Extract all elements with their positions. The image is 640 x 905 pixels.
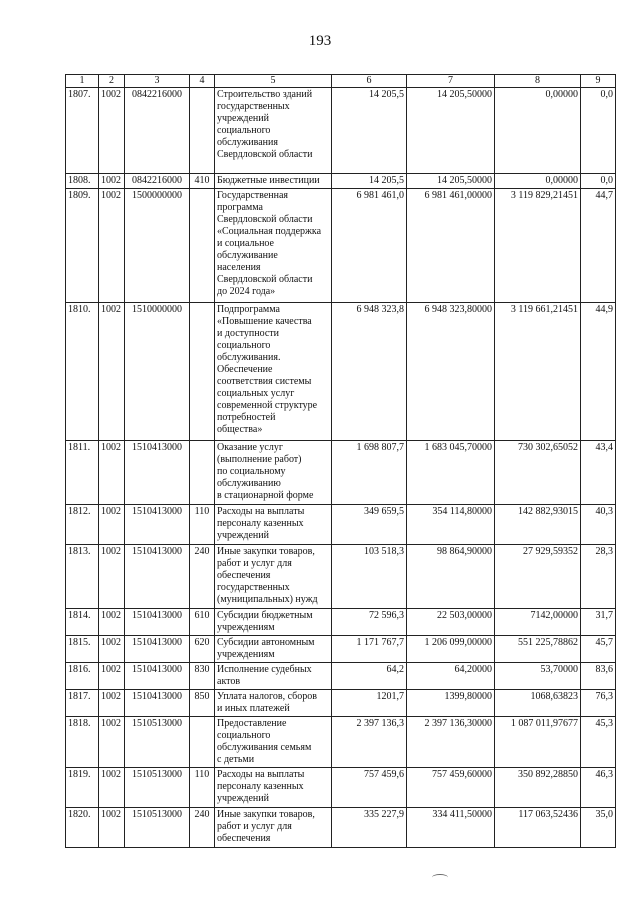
- value-col-9: 28,3: [581, 545, 616, 609]
- value-col-9: 45,3: [581, 717, 616, 768]
- section-code: 1002: [99, 189, 125, 303]
- value-col-7: 14 205,50000: [407, 174, 495, 189]
- item-name: Расходы на выплаты персоналу казенных учреждений: [215, 768, 332, 808]
- row-number: 1811.: [66, 441, 99, 505]
- col-header-9: 9: [581, 75, 616, 88]
- value-col-6: 72 596,3: [332, 609, 407, 636]
- value-col-6: 1201,7: [332, 690, 407, 717]
- value-col-6: 2 397 136,3: [332, 717, 407, 768]
- expense-type: 110: [190, 505, 215, 545]
- value-col-6: 14 205,5: [332, 88, 407, 174]
- value-col-7: 64,20000: [407, 663, 495, 690]
- value-col-9: 46,3: [581, 768, 616, 808]
- target-code: 0842216000: [125, 174, 190, 189]
- value-col-6: 14 205,5: [332, 174, 407, 189]
- section-code: 1002: [99, 717, 125, 768]
- value-col-6: 1 171 767,7: [332, 636, 407, 663]
- expense-type: [190, 88, 215, 174]
- row-number: 1814.: [66, 609, 99, 636]
- section-code: 1002: [99, 174, 125, 189]
- value-col-6: 6 948 323,8: [332, 303, 407, 441]
- section-code: 1002: [99, 636, 125, 663]
- value-col-8: 27 929,59352: [495, 545, 581, 609]
- table-row: [66, 189, 616, 303]
- value-col-6: 349 659,5: [332, 505, 407, 545]
- col-header-3: 3: [125, 75, 190, 88]
- target-code: 1510000000: [125, 303, 190, 441]
- target-code: 1510413000: [125, 609, 190, 636]
- table-row: [66, 663, 616, 690]
- value-col-7: 2 397 136,30000: [407, 717, 495, 768]
- col-header-2: 2: [99, 75, 125, 88]
- value-col-8: 551 225,78862: [495, 636, 581, 663]
- value-col-7: 757 459,60000: [407, 768, 495, 808]
- expense-type: 240: [190, 808, 215, 848]
- value-col-8: 3 119 829,21451: [495, 189, 581, 303]
- value-col-9: 40,3: [581, 505, 616, 545]
- table-row: [66, 690, 616, 717]
- row-number: 1808.: [66, 174, 99, 189]
- row-number: 1819.: [66, 768, 99, 808]
- expense-type: 410: [190, 174, 215, 189]
- item-name: Исполнение судебных актов: [215, 663, 332, 690]
- value-col-7: 1399,80000: [407, 690, 495, 717]
- value-col-6: 757 459,6: [332, 768, 407, 808]
- value-col-7: 6 948 323,80000: [407, 303, 495, 441]
- value-col-8: 117 063,52436: [495, 808, 581, 848]
- budget-table: [65, 74, 616, 848]
- item-name: Подпрограмма «Повышение качества и доступности социального обслуживания. Обеспечение соответствия системы социальных услуг современной структуре потребностей общества»: [215, 303, 332, 441]
- value-col-8: 730 302,65052: [495, 441, 581, 505]
- section-code: 1002: [99, 768, 125, 808]
- expense-type: [190, 303, 215, 441]
- target-code: 1500000000: [125, 189, 190, 303]
- value-col-9: 31,7: [581, 609, 616, 636]
- value-col-9: 76,3: [581, 690, 616, 717]
- value-col-6: 103 518,3: [332, 545, 407, 609]
- item-name: Предоставление социального обслуживания семьям с детьми: [215, 717, 332, 768]
- footer-mark: [432, 874, 448, 881]
- value-col-9: 43,4: [581, 441, 616, 505]
- col-header-7: 7: [407, 75, 495, 88]
- page-number: 193: [308, 33, 332, 49]
- section-code: 1002: [99, 303, 125, 441]
- target-code: 1510413000: [125, 636, 190, 663]
- item-name: Иные закупки товаров, работ и услуг для обеспечения государственных (муниципальных) нужд: [215, 545, 332, 609]
- value-col-7: 1 206 099,00000: [407, 636, 495, 663]
- item-name: Уплата налогов, сборов и иных платежей: [215, 690, 332, 717]
- table-row: [66, 545, 616, 609]
- table-row: [66, 88, 616, 174]
- table-row: [66, 505, 616, 545]
- value-col-7: 6 981 461,00000: [407, 189, 495, 303]
- value-col-7: 354 114,80000: [407, 505, 495, 545]
- expense-type: 610: [190, 609, 215, 636]
- item-name: Расходы на выплаты персоналу казенных учреждений: [215, 505, 332, 545]
- item-name: Иные закупки товаров, работ и услуг для обеспечения: [215, 808, 332, 848]
- value-col-9: 35,0: [581, 808, 616, 848]
- section-code: 1002: [99, 545, 125, 609]
- target-code: 1510413000: [125, 663, 190, 690]
- table-row: [66, 441, 616, 505]
- value-col-7: 334 411,50000: [407, 808, 495, 848]
- value-col-9: 83,6: [581, 663, 616, 690]
- expense-type: 240: [190, 545, 215, 609]
- row-number: 1812.: [66, 505, 99, 545]
- col-header-8: 8: [495, 75, 581, 88]
- section-code: 1002: [99, 609, 125, 636]
- value-col-9: 44,9: [581, 303, 616, 441]
- table-row: [66, 808, 616, 848]
- value-col-9: 45,7: [581, 636, 616, 663]
- item-name: Субсидии автономным учреждениям: [215, 636, 332, 663]
- item-name: Субсидии бюджетным учреждениям: [215, 609, 332, 636]
- target-code: 1510413000: [125, 545, 190, 609]
- value-col-8: 142 882,93015: [495, 505, 581, 545]
- expense-type: 850: [190, 690, 215, 717]
- expense-type: 830: [190, 663, 215, 690]
- value-col-7: 22 503,00000: [407, 609, 495, 636]
- value-col-7: 98 864,90000: [407, 545, 495, 609]
- target-code: 1510513000: [125, 768, 190, 808]
- table-row: [66, 174, 616, 189]
- value-col-8: 0,00000: [495, 174, 581, 189]
- value-col-8: 3 119 661,21451: [495, 303, 581, 441]
- table-row: [66, 609, 616, 636]
- col-header-6: 6: [332, 75, 407, 88]
- row-number: 1810.: [66, 303, 99, 441]
- value-col-9: 44,7: [581, 189, 616, 303]
- row-number: 1807.: [66, 88, 99, 174]
- row-number: 1817.: [66, 690, 99, 717]
- value-col-6: 335 227,9: [332, 808, 407, 848]
- value-col-9: 0,0: [581, 174, 616, 189]
- section-code: 1002: [99, 663, 125, 690]
- header-row: [66, 75, 616, 88]
- value-col-8: 350 892,28850: [495, 768, 581, 808]
- section-code: 1002: [99, 88, 125, 174]
- item-name: Государственная программа Свердловской области «Социальная поддержка и социальное обслуживание населения Свердловской области до 2024 года»: [215, 189, 332, 303]
- item-name: Бюджетные инвестиции: [215, 174, 332, 189]
- target-code: 1510513000: [125, 717, 190, 768]
- item-name: Строительство зданий государственных учреждений социального обслуживания Свердловской области: [215, 88, 332, 174]
- row-number: 1820.: [66, 808, 99, 848]
- target-code: 1510413000: [125, 505, 190, 545]
- expense-type: 110: [190, 768, 215, 808]
- item-name: Оказание услуг (выполнение работ) по социальному обслуживанию в стационарной форме: [215, 441, 332, 505]
- table-row: [66, 303, 616, 441]
- value-col-6: 1 698 807,7: [332, 441, 407, 505]
- col-header-4: 4: [190, 75, 215, 88]
- table-row: [66, 717, 616, 768]
- expense-type: [190, 717, 215, 768]
- value-col-9: 0,0: [581, 88, 616, 174]
- row-number: 1815.: [66, 636, 99, 663]
- target-code: 1510413000: [125, 690, 190, 717]
- section-code: 1002: [99, 808, 125, 848]
- target-code: 1510513000: [125, 808, 190, 848]
- value-col-6: 6 981 461,0: [332, 189, 407, 303]
- value-col-8: 1 087 011,97677: [495, 717, 581, 768]
- expense-type: 620: [190, 636, 215, 663]
- row-number: 1818.: [66, 717, 99, 768]
- col-header-1: 1: [66, 75, 99, 88]
- target-code: 1510413000: [125, 441, 190, 505]
- value-col-7: 14 205,50000: [407, 88, 495, 174]
- table-row: [66, 636, 616, 663]
- section-code: 1002: [99, 505, 125, 545]
- target-code: 0842216000: [125, 88, 190, 174]
- expense-type: [190, 189, 215, 303]
- value-col-6: 64,2: [332, 663, 407, 690]
- value-col-8: 53,70000: [495, 663, 581, 690]
- value-col-7: 1 683 045,70000: [407, 441, 495, 505]
- section-code: 1002: [99, 690, 125, 717]
- row-number: 1813.: [66, 545, 99, 609]
- value-col-8: 1068,63823: [495, 690, 581, 717]
- table-row: [66, 768, 616, 808]
- value-col-8: 0,00000: [495, 88, 581, 174]
- section-code: 1002: [99, 441, 125, 505]
- expense-type: [190, 441, 215, 505]
- row-number: 1809.: [66, 189, 99, 303]
- row-number: 1816.: [66, 663, 99, 690]
- col-header-5: 5: [215, 75, 332, 88]
- value-col-8: 7142,00000: [495, 609, 581, 636]
